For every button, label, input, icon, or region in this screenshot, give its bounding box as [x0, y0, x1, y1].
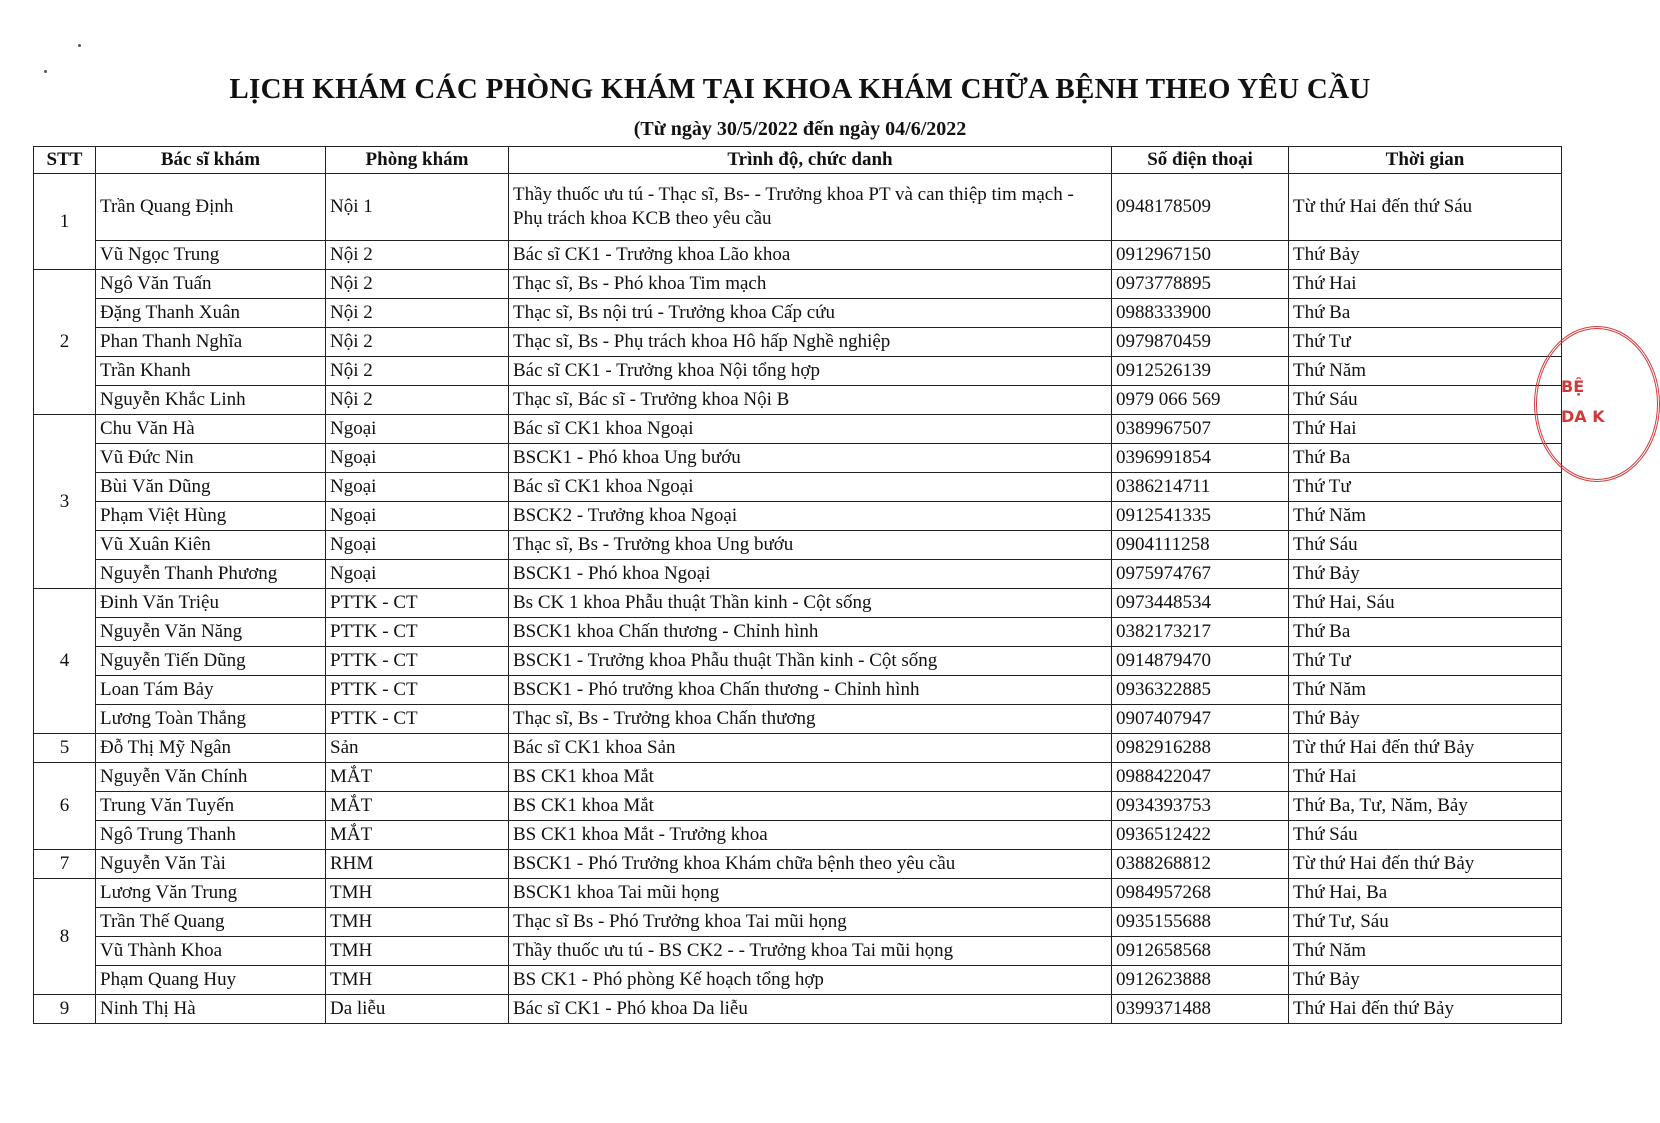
- cell-qualification: Bs CK 1 khoa Phẫu thuật Thần kinh - Cột sống: [509, 589, 1112, 618]
- cell-qualification: Bác sĩ CK1 khoa Sản: [509, 734, 1112, 763]
- table-row: [34, 502, 1562, 531]
- cell-clinic: Nội 2: [326, 328, 509, 357]
- cell-qualification: Thạc sĩ, Bs - Phụ trách khoa Hô hấp Nghề nghiệp: [509, 328, 1112, 357]
- table-row: [34, 328, 1562, 357]
- cell-doctor: Phạm Quang Huy: [96, 966, 326, 995]
- table-row: [34, 444, 1562, 473]
- cell-qualification: BSCK1 - Trưởng khoa Phẫu thuật Thần kinh - Cột sống: [509, 647, 1112, 676]
- cell-qualification: BS CK1 khoa Mắt: [509, 763, 1112, 792]
- cell-clinic: Nội 2: [326, 386, 509, 415]
- cell-stt: 9: [34, 995, 96, 1024]
- cell-doctor: Vũ Ngọc Trung: [96, 241, 326, 270]
- table-row: [34, 386, 1562, 415]
- cell-time: Thứ Tư: [1289, 473, 1562, 502]
- header-phone: Số điện thoại: [1112, 147, 1289, 174]
- cell-clinic: TMH: [326, 937, 509, 966]
- cell-clinic: Nội 2: [326, 357, 509, 386]
- cell-phone: 0912526139: [1112, 357, 1289, 386]
- cell-doctor: Ngô Trung Thanh: [96, 821, 326, 850]
- cell-clinic: Ngoại: [326, 473, 509, 502]
- cell-time: Thứ Hai: [1289, 763, 1562, 792]
- cell-time: Thứ Năm: [1289, 937, 1562, 966]
- cell-phone: 0382173217: [1112, 618, 1289, 647]
- cell-qualification: BSCK1 khoa Chấn thương - Chỉnh hình: [509, 618, 1112, 647]
- cell-clinic: Sản: [326, 734, 509, 763]
- cell-stt: 7: [34, 850, 96, 879]
- cell-time: Thứ Năm: [1289, 676, 1562, 705]
- cell-time: Từ thứ Hai đến thứ Bảy: [1289, 734, 1562, 763]
- cell-phone: 0912658568: [1112, 937, 1289, 966]
- cell-qualification: BSCK1 - Phó trưởng khoa Chấn thương - Chỉnh hình: [509, 676, 1112, 705]
- cell-doctor: Trần Thế Quang: [96, 908, 326, 937]
- cell-clinic: Ngoại: [326, 415, 509, 444]
- cell-time: Thứ Năm: [1289, 357, 1562, 386]
- cell-phone: 0988422047: [1112, 763, 1289, 792]
- cell-time: Thứ Tư, Sáu: [1289, 908, 1562, 937]
- cell-stt: 8: [34, 879, 96, 995]
- cell-phone: 0973448534: [1112, 589, 1289, 618]
- cell-phone: 0912967150: [1112, 241, 1289, 270]
- header-doctor: Bác sĩ khám: [96, 147, 326, 174]
- cell-clinic: Nội 2: [326, 299, 509, 328]
- table-row: [34, 821, 1562, 850]
- document-title: LỊCH KHÁM CÁC PHÒNG KHÁM TẠI KHOA KHÁM CHỮA BỆNH THEO YÊU CẦU: [229, 73, 1371, 105]
- cell-clinic: PTTK - CT: [326, 589, 509, 618]
- table-row: [34, 879, 1562, 908]
- table-row: [34, 415, 1562, 444]
- cell-time: Thứ Bảy: [1289, 966, 1562, 995]
- cell-qualification: Thạc sĩ, Bs nội trú - Trưởng khoa Cấp cứu: [509, 299, 1112, 328]
- cell-qualification: BSCK1 - Phó khoa Ngoại: [509, 560, 1112, 589]
- cell-doctor: Trung Văn Tuyến: [96, 792, 326, 821]
- table-row: [34, 270, 1562, 299]
- cell-doctor: Trần Khanh: [96, 357, 326, 386]
- table-row: [34, 734, 1562, 763]
- cell-qualification: Thạc sĩ, Bác sĩ - Trưởng khoa Nội B: [509, 386, 1112, 415]
- cell-doctor: Bùi Văn Dũng: [96, 473, 326, 502]
- cell-doctor: Lương Toàn Thắng: [96, 705, 326, 734]
- stamp-text-line2: DA K: [1561, 407, 1605, 426]
- cell-doctor: Vũ Đức Nin: [96, 444, 326, 473]
- cell-qualification: Thạc sĩ, Bs - Phó khoa Tim mạch: [509, 270, 1112, 299]
- cell-doctor: Nguyễn Văn Chính: [96, 763, 326, 792]
- cell-stt: 2: [34, 270, 96, 415]
- scan-speck: [44, 70, 47, 73]
- cell-qualification: BSCK1 - Phó khoa Ung bướu: [509, 444, 1112, 473]
- cell-phone: 0907407947: [1112, 705, 1289, 734]
- cell-time: Thứ Sáu: [1289, 821, 1562, 850]
- cell-time: Thứ Ba: [1289, 618, 1562, 647]
- table-body: [34, 174, 1562, 1024]
- cell-doctor: Nguyễn Tiến Dũng: [96, 647, 326, 676]
- cell-time: Thứ Bảy: [1289, 705, 1562, 734]
- cell-phone: 0988333900: [1112, 299, 1289, 328]
- cell-stt: 1: [34, 174, 96, 270]
- cell-clinic: MẮT: [326, 821, 509, 850]
- cell-clinic: Ngoại: [326, 444, 509, 473]
- cell-doctor: Nguyễn Văn Năng: [96, 618, 326, 647]
- table-row: [34, 174, 1562, 241]
- table-row: [34, 937, 1562, 966]
- cell-stt: 5: [34, 734, 96, 763]
- cell-clinic: PTTK - CT: [326, 705, 509, 734]
- cell-qualification: Thạc sĩ, Bs - Trưởng khoa Chấn thương: [509, 705, 1112, 734]
- cell-phone: 0948178509: [1112, 174, 1289, 241]
- cell-clinic: TMH: [326, 966, 509, 995]
- cell-clinic: MẮT: [326, 792, 509, 821]
- table-row: [34, 850, 1562, 879]
- cell-doctor: Chu Văn Hà: [96, 415, 326, 444]
- cell-doctor: Nguyễn Văn Tài: [96, 850, 326, 879]
- cell-clinic: Ngoại: [326, 531, 509, 560]
- cell-phone: 0984957268: [1112, 879, 1289, 908]
- cell-time: Thứ Bảy: [1289, 241, 1562, 270]
- cell-time: Thứ Sáu: [1289, 531, 1562, 560]
- cell-doctor: Vũ Thành Khoa: [96, 937, 326, 966]
- cell-doctor: Ninh Thị Hà: [96, 995, 326, 1024]
- cell-doctor: Phạm Việt Hùng: [96, 502, 326, 531]
- cell-qualification: BS CK1 - Phó phòng Kế hoạch tổng hợp: [509, 966, 1112, 995]
- cell-phone: 0912623888: [1112, 966, 1289, 995]
- cell-clinic: Nội 2: [326, 241, 509, 270]
- table-row: [34, 966, 1562, 995]
- cell-clinic: Da liễu: [326, 995, 509, 1024]
- cell-phone: 0389967507: [1112, 415, 1289, 444]
- cell-doctor: Nguyễn Thanh Phương: [96, 560, 326, 589]
- cell-doctor: Lương Văn Trung: [96, 879, 326, 908]
- cell-qualification: Thầy thuốc ưu tú - Thạc sĩ, Bs- - Trưởng khoa PT và can thiệp tim mạch - Phụ trách khoa KCB theo yêu cầu: [509, 174, 1112, 241]
- stamp-text-line1: BỆ: [1561, 377, 1585, 396]
- cell-doctor: Đỗ Thị Mỹ Ngân: [96, 734, 326, 763]
- table-row: [34, 676, 1562, 705]
- cell-time: Thứ Hai: [1289, 270, 1562, 299]
- table-row: [34, 531, 1562, 560]
- cell-clinic: PTTK - CT: [326, 618, 509, 647]
- cell-qualification: BSCK1 khoa Tai mũi họng: [509, 879, 1112, 908]
- cell-clinic: Ngoại: [326, 502, 509, 531]
- cell-qualification: Bác sĩ CK1 - Trưởng khoa Nội tổng hợp: [509, 357, 1112, 386]
- cell-time: Thứ Hai: [1289, 415, 1562, 444]
- cell-phone: 0982916288: [1112, 734, 1289, 763]
- cell-doctor: Loan Tám Bảy: [96, 676, 326, 705]
- cell-time: Thứ Hai đến thứ Bảy: [1289, 995, 1562, 1024]
- table-row: [34, 792, 1562, 821]
- cell-doctor: Đinh Văn Triệu: [96, 589, 326, 618]
- cell-phone: 0396991854: [1112, 444, 1289, 473]
- table-row: [34, 473, 1562, 502]
- cell-phone: 0904111258: [1112, 531, 1289, 560]
- cell-time: Thứ Ba: [1289, 444, 1562, 473]
- hospital-stamp: [1534, 326, 1660, 482]
- cell-time: Thứ Bảy: [1289, 560, 1562, 589]
- cell-time: Thứ Tư: [1289, 647, 1562, 676]
- cell-phone: 0912541335: [1112, 502, 1289, 531]
- table-row: [34, 241, 1562, 270]
- table-row: [34, 299, 1562, 328]
- cell-stt: 3: [34, 415, 96, 589]
- cell-qualification: Bác sĩ CK1 khoa Ngoại: [509, 473, 1112, 502]
- cell-clinic: Ngoại: [326, 560, 509, 589]
- cell-qualification: Bác sĩ CK1 khoa Ngoại: [509, 415, 1112, 444]
- cell-qualification: Thầy thuốc ưu tú - BS CK2 - - Trưởng khoa Tai mũi họng: [509, 937, 1112, 966]
- scan-speck: [78, 44, 81, 47]
- cell-qualification: BSCK2 - Trưởng khoa Ngoại: [509, 502, 1112, 531]
- cell-time: Từ thứ Hai đến thứ Sáu: [1289, 174, 1562, 241]
- table-row: [34, 763, 1562, 792]
- table-row: [34, 647, 1562, 676]
- table-header-row: [34, 147, 1562, 174]
- cell-phone: 0936512422: [1112, 821, 1289, 850]
- cell-doctor: Ngô Văn Tuấn: [96, 270, 326, 299]
- header-time: Thời gian: [1289, 147, 1562, 174]
- cell-time: Thứ Tư: [1289, 328, 1562, 357]
- cell-phone: 0935155688: [1112, 908, 1289, 937]
- cell-phone: 0975974767: [1112, 560, 1289, 589]
- cell-time: Thứ Ba, Tư, Năm, Bảy: [1289, 792, 1562, 821]
- cell-qualification: Bác sĩ CK1 - Phó khoa Da liễu: [509, 995, 1112, 1024]
- cell-clinic: Nội 2: [326, 270, 509, 299]
- table-row: [34, 357, 1562, 386]
- cell-phone: 0388268812: [1112, 850, 1289, 879]
- cell-qualification: BSCK1 - Phó Trưởng khoa Khám chữa bệnh theo yêu cầu: [509, 850, 1112, 879]
- cell-phone: 0973778895: [1112, 270, 1289, 299]
- table-row: [34, 589, 1562, 618]
- cell-clinic: PTTK - CT: [326, 676, 509, 705]
- cell-qualification: Bác sĩ CK1 - Trưởng khoa Lão khoa: [509, 241, 1112, 270]
- cell-time: Thứ Sáu: [1289, 386, 1562, 415]
- cell-phone: 0386214711: [1112, 473, 1289, 502]
- schedule-table: [33, 146, 1562, 1024]
- cell-doctor: Nguyễn Khắc Linh: [96, 386, 326, 415]
- cell-phone: 0399371488: [1112, 995, 1289, 1024]
- table-row: [34, 618, 1562, 647]
- cell-phone: 0979 066 569: [1112, 386, 1289, 415]
- table-row: [34, 908, 1562, 937]
- cell-phone: 0936322885: [1112, 676, 1289, 705]
- cell-stt: 6: [34, 763, 96, 850]
- table-row: [34, 995, 1562, 1024]
- table-row: [34, 560, 1562, 589]
- cell-phone: 0914879470: [1112, 647, 1289, 676]
- cell-clinic: RHM: [326, 850, 509, 879]
- cell-phone: 0934393753: [1112, 792, 1289, 821]
- cell-time: Thứ Hai, Sáu: [1289, 589, 1562, 618]
- cell-time: Thứ Ba: [1289, 299, 1562, 328]
- header-qualification: Trình độ, chức danh: [509, 147, 1112, 174]
- cell-clinic: TMH: [326, 908, 509, 937]
- cell-qualification: Thạc sĩ Bs - Phó Trưởng khoa Tai mũi họng: [509, 908, 1112, 937]
- document-subtitle: (Từ ngày 30/5/2022 đến ngày 04/6/2022: [633, 118, 967, 140]
- cell-doctor: Đặng Thanh Xuân: [96, 299, 326, 328]
- cell-clinic: TMH: [326, 879, 509, 908]
- cell-doctor: Phan Thanh Nghĩa: [96, 328, 326, 357]
- cell-qualification: BS CK1 khoa Mắt: [509, 792, 1112, 821]
- header-stt: STT: [34, 147, 96, 174]
- cell-time: Từ thứ Hai đến thứ Bảy: [1289, 850, 1562, 879]
- cell-clinic: Nội 1: [326, 174, 509, 241]
- cell-clinic: MẮT: [326, 763, 509, 792]
- cell-phone: 0979870459: [1112, 328, 1289, 357]
- cell-stt: 4: [34, 589, 96, 734]
- cell-time: Thứ Năm: [1289, 502, 1562, 531]
- header-clinic: Phòng khám: [326, 147, 509, 174]
- cell-time: Thứ Hai, Ba: [1289, 879, 1562, 908]
- table-row: [34, 705, 1562, 734]
- cell-doctor: Trần Quang Định: [96, 174, 326, 241]
- cell-qualification: Thạc sĩ, Bs - Trưởng khoa Ung bướu: [509, 531, 1112, 560]
- cell-doctor: Vũ Xuân Kiên: [96, 531, 326, 560]
- cell-clinic: PTTK - CT: [326, 647, 509, 676]
- cell-qualification: BS CK1 khoa Mắt - Trưởng khoa: [509, 821, 1112, 850]
